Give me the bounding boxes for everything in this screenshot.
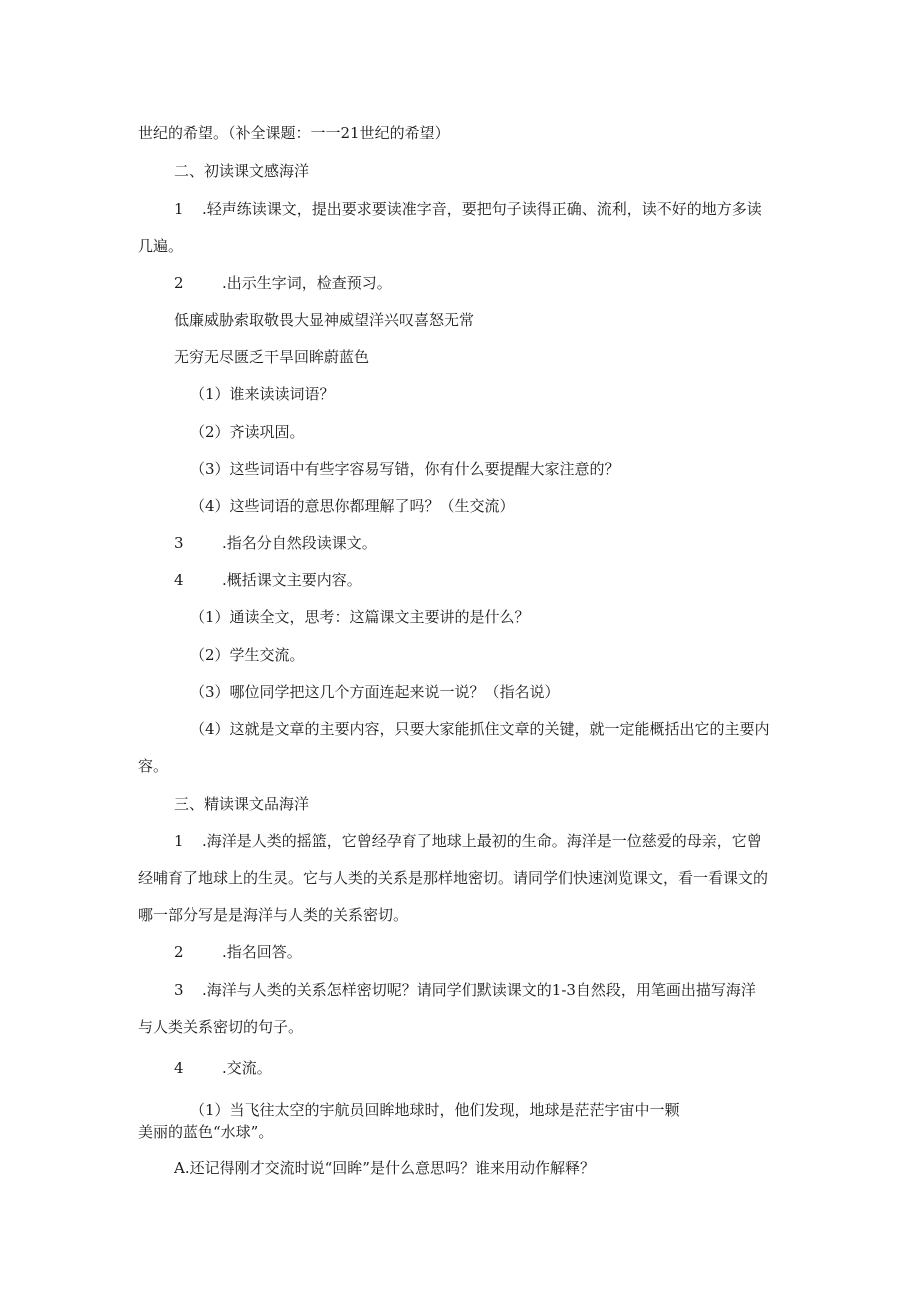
sub-item [190,682,560,702]
sub-item-text: A.还记得刚才交流时说“回眸”是什么意思吗？谁来用动作解释？ [174,1159,595,1177]
item-number: 4 [174,1059,184,1077]
section-heading [174,161,309,181]
text-line [138,905,408,925]
line-text: 经哺育了地球上的生灵。它与人类的关系是那样地密切。请同学们快速浏览课文，看一看课文的 [138,869,769,887]
sub-item [190,384,335,404]
list-item [174,1058,272,1078]
text-line [138,868,768,888]
item-number: 1 [174,200,184,218]
list-item [174,942,302,962]
item-number: 3 [174,534,184,552]
text-line [138,236,183,256]
sub-item-text: （2）齐读巩固。 [190,423,305,441]
item-text: .指名分自然段读课文。 [222,534,377,552]
list-item [174,831,762,851]
item-number: 3 [174,981,184,999]
sub-item [190,422,305,442]
line-text: 几遍。 [138,237,184,255]
sub-item [190,607,530,627]
sub-item-text: （2）学生交流。 [190,646,305,664]
text-line [138,1017,303,1037]
heading-text: 二、初读课文感海洋 [174,162,310,180]
sub-item-text: （3）这些词语中有些字容易写错，你有什么要提醒大家注意的？ [190,460,620,478]
item-number: 4 [174,571,184,589]
line-text: 与人类关系密切的句子。 [138,1018,304,1036]
sub-item-text: （1）通读全文，思考：这篇课文主要讲的是什么？ [190,608,530,626]
vocab-text: 无穷无尽匮乏干旱回眸蔚蓝色 [174,348,370,366]
text-line [138,1122,273,1142]
section-heading [174,794,309,814]
sub-item [174,1158,595,1178]
item-text: .交流。 [222,1059,272,1077]
vocab-line [174,347,369,367]
item-text: .出示生字词，检查预习。 [222,274,392,292]
item-number: 1 [174,832,184,850]
text-line [138,123,450,143]
list-item [174,570,362,590]
line-text: 容。 [138,757,169,775]
item-number: 2 [174,274,184,292]
item-text: .指名回答。 [222,943,302,961]
heading-text: 三、精读课文品海洋 [174,795,310,813]
line-text: 世纪的希望。（补全课题：一一21世纪的希望） [138,124,450,142]
line-text: 美丽的蓝色“水球”。 [138,1123,274,1141]
text-line [138,756,168,776]
sub-item [190,1100,680,1120]
list-item [174,199,762,219]
item-text: .海洋与人类的关系怎样密切呢？请同学们默读课文的1-3自然段，用笔画出描写海洋 [202,981,756,999]
sub-item-text: （4）这些词语的意思你都理解了吗？（生交流） [190,497,515,515]
vocab-line [174,310,474,330]
item-text: .概括课文主要内容。 [222,571,362,589]
list-item [174,980,756,1000]
line-text: 哪一部分写是是海洋与人类的关系密切。 [138,906,409,924]
item-text: .海洋是人类的摇篮，它曾经孕育了地球上最初的生命。海洋是一位慈爱的母亲，它曾 [202,832,762,850]
sub-item-text: （1）谁来读读词语？ [190,385,335,403]
sub-item-text: （3）哪位同学把这几个方面连起来说一说？（指名说） [190,683,560,701]
sub-item [190,645,305,665]
sub-item [190,496,515,516]
sub-item-text: （4）这就是文章的主要内容，只要大家能抓住文章的关键，就一定能概括出它的主要内 [190,720,770,738]
sub-item-text: （1）当飞往太空的宇航员回眸地球时，他们发现，地球是茫茫宇宙中一颗 [190,1101,680,1119]
vocab-text: 低廉威胁索取敬畏大显神威望洋兴叹喜怒无常 [174,311,475,329]
list-item [174,273,392,293]
item-text: .轻声练读课文，提出要求要读准字音，要把句子读得正确、流利，读不好的地方多读 [202,200,762,218]
sub-item [190,719,770,739]
sub-item [190,459,620,479]
item-number: 2 [174,943,184,961]
list-item [174,533,377,553]
